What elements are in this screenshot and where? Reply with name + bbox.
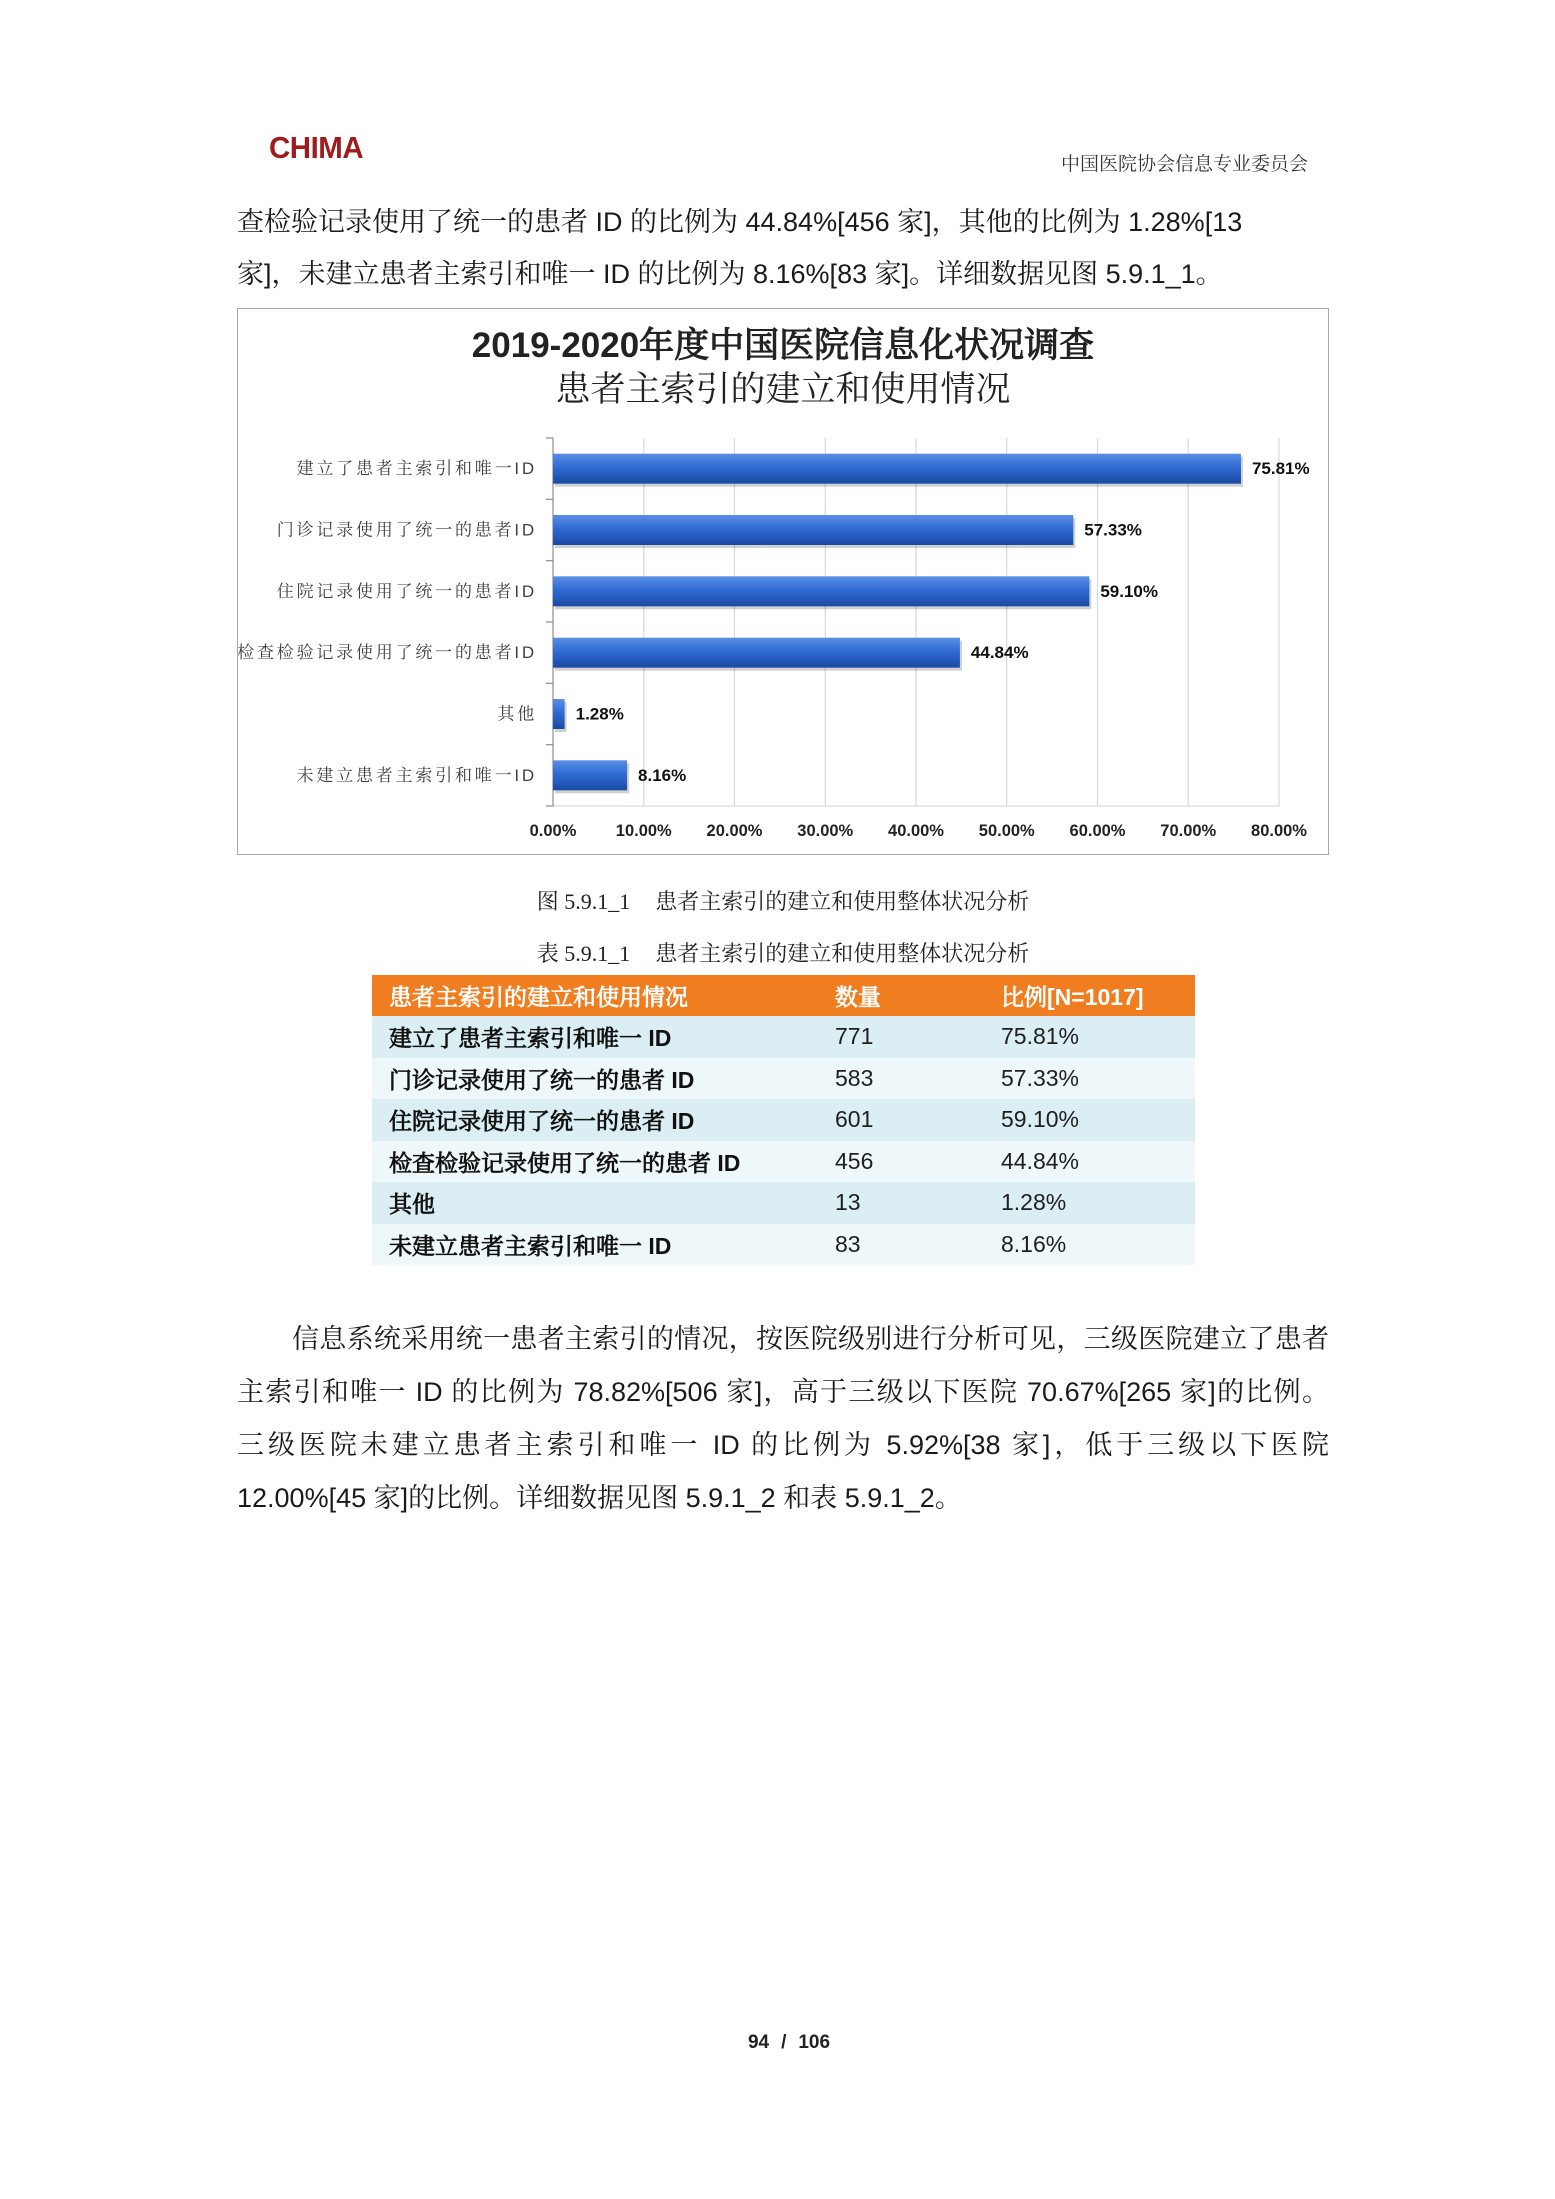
- total-page-count: 106: [798, 2032, 831, 2053]
- bar-chart-plot: [237, 308, 1329, 855]
- table-header-cell: 患者主索引的建立和使用情况: [389, 984, 688, 1010]
- table-caption-text: 患者主索引的建立和使用整体状况分析: [655, 941, 1030, 966]
- table-cell-count: 583: [835, 1064, 874, 1091]
- figure-caption-text: 患者主索引的建立和使用整体状况分析: [655, 889, 1030, 914]
- chart-title: 2019-2020年度中国医院信息化状况调查: [471, 326, 1095, 365]
- table-cell-count: 456: [835, 1147, 874, 1174]
- paragraph-line: 家]，未建立患者主索引和唯一 ID 的比例为 8.16%[83 家]。详细数据见图 5.9.1_1。: [237, 259, 1223, 289]
- chima-logo: CHIMA: [269, 130, 364, 165]
- x-tick-label: 20.00%: [706, 822, 763, 840]
- table-row: [372, 1016, 1195, 1058]
- table-cell-ratio: 75.81%: [1001, 1023, 1080, 1050]
- table-cell-ratio: 1.28%: [1001, 1189, 1067, 1216]
- category-label: 门诊记录使用了统一的患者ID: [276, 520, 537, 540]
- chart-x-tick-labels: [530, 822, 1308, 840]
- table-cell-count: 13: [835, 1189, 861, 1216]
- x-tick-label: 60.00%: [1069, 822, 1126, 840]
- category-label: 建立了患者主索引和唯一ID: [296, 459, 537, 479]
- table-row: [372, 1141, 1195, 1183]
- bar-chart: [237, 308, 1329, 855]
- table-header-cell: 数量: [835, 984, 881, 1010]
- table-row: [372, 1099, 1195, 1141]
- table-cell-ratio: 8.16%: [1001, 1230, 1067, 1257]
- current-page-number: 94: [747, 2032, 770, 2053]
- x-tick-label: 50.00%: [978, 822, 1035, 840]
- table-cell-ratio: 44.84%: [1001, 1147, 1080, 1174]
- data-label: 44.84%: [970, 643, 1029, 663]
- chart-gridlines: [546, 438, 1279, 806]
- intro-paragraph: [237, 196, 1329, 300]
- category-label: 住院记录使用了统一的患者ID: [276, 581, 537, 601]
- data-label: 59.10%: [1100, 581, 1159, 601]
- x-tick-label: 40.00%: [888, 822, 944, 840]
- paragraph-line: 12.00%[45 家]的比例。详细数据见图 5.9.1_2 和表 5.9.1_2。: [237, 1483, 962, 1513]
- paragraph-line: 三级医院未建立患者主索引和唯一 ID 的比例为 5.92%[38 家]，低于三级以下医院: [237, 1430, 1329, 1460]
- paragraph-line: 查检验记录使用了统一的患者 ID 的比例为 44.84%[456 家]，其他的比例为 1.28%[13: [237, 207, 1243, 237]
- table-cell-count: 83: [835, 1230, 861, 1257]
- data-label: 75.81%: [1251, 459, 1310, 479]
- table-row: [372, 1058, 1195, 1100]
- table-cell-category: 住院记录使用了统一的患者 ID: [389, 1108, 695, 1135]
- paragraph-line: 信息系统采用统一患者主索引的情况，按医院级别进行分析可见，三级医院建立了患者: [292, 1324, 1329, 1354]
- x-tick-label: 0.00%: [529, 822, 577, 840]
- chart-category-labels: [237, 459, 537, 785]
- figure-caption-number: 图 5.9.1_1: [536, 889, 631, 914]
- analysis-paragraph: [237, 1313, 1329, 1525]
- chart-bars: [553, 454, 1243, 794]
- chart-subtitle: 患者主索引的建立和使用情况: [555, 370, 1011, 409]
- bar: [553, 515, 1073, 545]
- x-tick-label: 30.00%: [797, 822, 854, 840]
- table-cell-count: 601: [835, 1106, 874, 1133]
- data-label: 8.16%: [638, 765, 687, 785]
- category-label: 未建立患者主索引和唯一ID: [296, 765, 537, 785]
- page-number-separator: /: [781, 2032, 787, 2053]
- table-row: [372, 1224, 1195, 1266]
- bar: [553, 576, 1089, 606]
- category-label: 其他: [497, 704, 537, 724]
- bar: [553, 760, 627, 790]
- table-cell-category: 未建立患者主索引和唯一 ID: [389, 1232, 672, 1259]
- x-tick-label: 10.00%: [615, 822, 672, 840]
- table-caption: [237, 939, 1329, 969]
- data-label: 1.28%: [575, 704, 624, 724]
- bar: [553, 699, 565, 729]
- table-cell-category: 门诊记录使用了统一的患者 ID: [389, 1066, 695, 1093]
- header-organization-name: 中国医院协会信息专业委员会: [1060, 154, 1308, 175]
- data-table: [372, 975, 1195, 1265]
- category-label: 检查检验记录使用了统一的患者ID: [237, 643, 537, 663]
- bar: [553, 454, 1241, 484]
- table-cell-ratio: 59.10%: [1001, 1106, 1080, 1133]
- table-header-row: [372, 975, 1195, 1016]
- table-cell-category: 建立了患者主索引和唯一 ID: [389, 1025, 672, 1052]
- paragraph-line: 主索引和唯一 ID 的比例为 78.82%[506 家]，高于三级以下医院 70.67%[265 家]的比例。: [237, 1377, 1329, 1407]
- table-cell-category: 其他: [389, 1191, 435, 1218]
- table-cell-category: 检查检验记录使用了统一的患者 ID: [389, 1149, 741, 1176]
- bar: [553, 638, 960, 668]
- table-cell-ratio: 57.33%: [1001, 1064, 1080, 1091]
- figure-caption: [237, 887, 1329, 917]
- table-row: [372, 1182, 1195, 1224]
- data-label: 57.33%: [1084, 520, 1142, 540]
- x-tick-label: 80.00%: [1251, 822, 1307, 840]
- table-header-cell: 比例[N=1017]: [1001, 984, 1144, 1010]
- chart-data-labels: [576, 459, 1310, 785]
- table-cell-count: 771: [835, 1023, 874, 1050]
- table-caption-number: 表 5.9.1_1: [536, 941, 631, 966]
- x-tick-label: 70.00%: [1160, 822, 1217, 840]
- page-number: [689, 2030, 889, 2056]
